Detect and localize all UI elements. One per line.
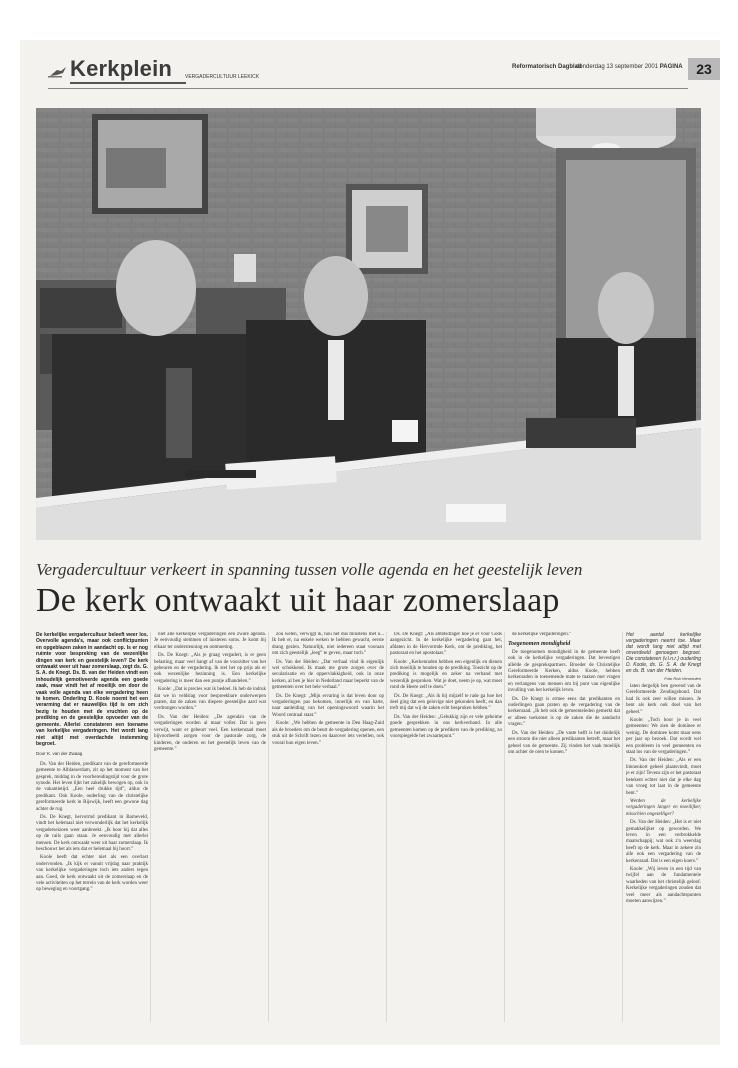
article-column-3 [272,632,384,1022]
paragraph: De toegenomen mondigheid in de gemeente heeft ook in de kerkelijke vergaderingen. Dat bevestigen allelde de gesprekspartners. Broeder de Christelijke Gereformeerde Kerken, aldus Koole, hebben kerkenraden in toenemende mate te maken met vragen en verlangens van mensen om bij punt van eigenlijke invulling van het kerkelijk leven. [508,649,620,694]
article-column-4 [390,632,502,1022]
paragraph: Ds. De Knegt: „Als ik bij mijzelf te rade ga hoe het deel ging dat een gelovige niet gekonden heeft, en dan treft mij dat wij de zaken echt besproken hebben.” [390,693,502,712]
newspaper-name: Reformatorisch Dagblad [512,64,582,70]
paragraph: Ds. De Knegt: „Als ambtsdrager hoe je er voor Gods aangezicht. In de kerkelijke vergadering gaat het, afdaten in de Hervormde Kerk, om de prediking, het pastoraat en het apostolaat.” [390,632,502,657]
page-header [20,54,720,88]
article-column-6 [626,632,701,1022]
photo-caption: Het aantal kerkelijke vergaderingen neemt toe. Maar dat wordt lang niet altijd met onverdeeld genoegen begroet. Die constateren (v.l.n.r.) ouderling D. Koole, ds. G. S. A. de Knegt en ds. B. van der Heiden. [626,632,701,674]
paragraph: Koole heeft dat echter niet als een overlast ondervonden. „Ik kijk er vanuit vrijdag naar praktijk van kerkelijke vergaderingen toch iets anders tegen aan. Goed, de kerk ontwaakt uit de zomerslaap en de vele activiteiten op het terrein van de kerk worden weer op beweging en voortgang.” [36,855,148,893]
column-rule [386,632,387,1022]
paragraph: Ds. De Knegt is ermee eens dat predikanten en ouderlingen gaan praten op de vergadering van de kerkenraad. „Ik heb ook de gemeenteleden gemerkt dat er alleen toekomst is op de zaken die de aandacht vragen.” [508,696,620,728]
column-rule [622,632,623,1022]
paragraph: zou weten, verwijgt ik, hou het dus minstens met u... Ik heb er, na enkele weken te hebben gewacht, eerste drang gezien. Natuurlijk, niet iedereen staat vooraan om zich geestelijk „leeg” te geven, maar toch.” [272,632,384,657]
article-column-5 [508,632,620,1022]
paragraph: Koole: „Wij leven in een tijd van twijfel aan de fundamentele waarheden van het christelijk geloof. Kerkelijke vergaderingen zouden dat veel meer als aandachtspunten moeten aanwijzen.” [626,866,701,904]
paragraph: Koole: „Dat is precies wat ik bedoel. Ik heb de indruk dat we in veldslag voor bespreekbare onderwerpen praten, dat de zaken van diepere geestelijke aard wat verdrongen worden.” [154,687,266,712]
section-subtitle: VERGADERCULTUUR LEEKICK [185,74,260,80]
page-number: 23 [688,58,720,80]
dove-icon [48,64,68,80]
issue-date-text: donderdag 13 september 2001 [576,64,659,70]
article-kicker: Vergadercultuur verkeert in spanning tussen volle agenda en het geestelijk leven [36,560,583,579]
column-rule [150,632,151,1022]
meeting-photo-illustration [36,108,701,540]
article-headline: De kerk ontwaakt uit haar zomerslaap [36,582,560,619]
article-byline: Door K. van der Zwaag [36,751,83,757]
paragraph: niet alle kerkelijke vergaderingen een zware agenda. Je eenvoudig stemmen of luisteren soms. Je komt bij elkaar ter ondersteuning en ontmoeting. [154,632,266,650]
paragraph: de kerkelijke vergaderingen.” [512,632,572,637]
photo-credit: Foto Rob Vermeulen [664,676,701,681]
article-lead: De kerkelijke vergadercultuur beleeft weer los. Overvolle agenda's, maar ook conflictpunten en opgeblazen zaken in aandacht op. Is er nog ruimte voor bespreking van de wezenlijke dingen van kerk en geestelijk leven? De kerk ontwaakt weer uit haar zomerslaap, zegt ds. G. S. A. de Knegt. Ds. B. van der Heiden vindt een inhoudelijk gemotiveerde agenda een goede zaak, maar vindt het af moeilijk om door de vaak volle agenda van elke vergadering heen te komen. Onderling D. Koole noemt het een verarming dat er nauwelijks tijd is om zich bezig te houden met de vruchten op de prediking en de geestelijke opvoeder van de gemeente. Allerlei constateren een toename van kerkelijke vergaderingen. Het wordt lang niet altijd met overdachde instemming begroet. [36,632,148,747]
paragraph: Ds. Van der Heiden: „Als er een binnenkort geheel plaatsvindt, moet je er zijn! Tevens zijn er het pastoraat betekent echter niet dat je elke dag van vroeg tot laat in de gemeente bent.” [626,758,701,796]
paragraph: Ds. Van der Heiden: „De vaste helft is het duidelijk een stroom die niet alleen predikanten betreft, maar het geheel van de gemeente. Zij vinden het vaak moeilijk om achter de oren te komen.” [508,730,620,755]
paragraph: Ds. Van der Heiden: „De agenda's van de vergaderingen worden al maar voller. Dat is geen verwijt, want er gebeurt veel. Een kerkenraad moet bijvoorbeeld zorgen voor de pastorale zorg, de kinderen, de ouderen en het geestelijk leven van de gemeente.” [154,714,266,752]
issue-date [576,64,683,70]
logo-underline [70,82,186,84]
paragraph: Ds. De Knegt, hervormd predikant in Barneveld, vindt het helemaal niet verwonderlijk dat het kerkelijk vergaderseizoen weer aanbreekt. „Ik hoor bij dat alles op de rails gaan staan. Je eenvoudig met allerlei mensen. De kerk ontwaakt weer uit haar zomerslaap. Ik beschouwt het als iets dat er helemaal bij hoort.” [36,814,148,852]
paragraph: Ds. Van der Heiden, predikant van de gereformeerde gemeente te Alblasserdam, zit op het moment van het gesprek, middag in de voorbereidingstijd voor de grote synode. Het leven lijkt het zakelijk bewogen op, ook in de vakantietijd. „Een heel drukke tijd”, aldus de predikant. Ook Koole, ouderling van de christelijke gereformeerde kerk in Rijswijk, heeft een gewone dag achter de rug. [36,761,148,812]
column-rule [504,632,505,1022]
paragraph: laten dergelijk ben gewend van de Gereformeerde Zendingsbond. Dat had ik ook zeer willen missen. Je bent als kerk ook doel van het geheel.” [626,684,701,715]
paragraph: Koole: „We hebben de gemeente in Den Haag-Zuid als de broeders om de beurt de vergadering openen, een stuk uit de Schrift lezen en daarover iets vertellen, ook vooral hun eigen leven.” [272,721,384,746]
article-photo [36,108,701,540]
article-column-2 [154,632,266,1022]
paragraph: Ds. Van der Heiden: „Dat verhaal vind ik eigenlijk wel schokkend. Ik maak me grote zorgen over de secularisatie en de oppervlakkigheid, ook in onze kerken, al ben je hier in Nederland maar beperkt van de gemeenten over het hele verhaal.” [272,659,384,691]
article-body [36,632,701,1022]
paragraph: Ds. Van der Heiden: „Gelukkig zijn er vele geheime goede gesprekken in ons kerkverband. In alle gemeenten komen op de predikers van de prediking, zo voorspiegelde het zwaartepunt.” [390,714,502,740]
page-label: PAGINA [659,64,683,70]
article-column-1 [36,632,148,1022]
header-divider [48,88,688,89]
section-logo: Kerkplein [70,56,173,81]
article-subhead: Toegenomen mondigheid [508,641,571,648]
column-rule [268,632,269,1022]
paragraph: Werden de kerkelijke vergaderingen langer en moeilijker, misschien ongezelliger? [626,798,701,817]
paragraph: Ds. De Knegt: „Als je graag vergadert, is er geen belasting, maar veel hangt af van de voorzitter van het gebeuren en de vergadering. Ik stel het op prijs als er ook wezenlijke bezinning is. Een kerkelijke vergadering is meer dan een puntje afhandelen.” [154,653,266,684]
paragraph: Koole: „Toch hoor je in veel gemeenten: We zien de dominee er weinig. De dominee komt maar eens per jaar op bezoek. Dat wordt wel een probleem in veel gemeenten en staat los van de vergaderingen.” [626,718,701,756]
paragraph: Ds. Van der Heiden: „Het is er niet gemakkelijker op geworden. We leven in een verbrokkelde maatschappij; wat ook z'n weerslag heeft op de kerk. Maar in zekere zin alle ook een vergadering van de kerkenraad. Dat is een eigen koers.” [626,820,701,864]
paragraph: Koole: „Kerkenraden hebben een eigenlijk en dienen zich moeilijk te houden op de prediking. Toezicht op de prediking is mogelijk en zeker na verband met wezenlijk gesproken. Wat je doet, neem je op, wat moet rond de Heere zelf te doen.” [390,659,502,691]
paragraph: Ds. De Knegt: „Mijn ervaring is dat leven door op vergaderingen pas bekomen, innerlijk en van harte, naar aanleiding van het openingswoord waarin het Woord centraal staat.” [272,693,384,718]
